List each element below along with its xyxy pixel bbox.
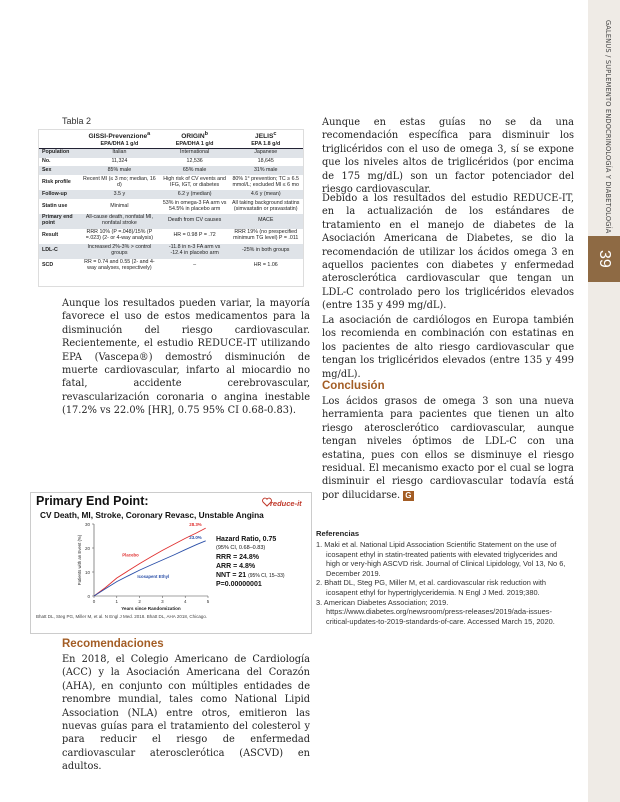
arr-value: ARR = 4.8% [216,563,256,570]
table-row [39,229,303,244]
table-cell: 31% male [228,166,303,175]
table-cell: 3.5 y [78,190,161,199]
table-cell: RRR 19% (no prespecified minimum TG level) P = .011 [233,229,299,242]
row-label: Follow-up [39,190,78,199]
table-cell: Death from CV causes [161,214,229,229]
recomendaciones-paragraph: En 2018, el Colegio Americano de Cardiología (ACC) y la Asociación Americana del Corazón (AHA), en conjunto con múltiples entidades de renombre mundial, tales como National Lipid Association (NLA) entre otros, emitieron las nuevas guías para el tratamiento del colesterol y para reducir el riesgo de enfermedad cardiovascular aterosclerótica (ASCVD) en adultos. [62,654,310,773]
table-cell: 18,645 [257,158,274,165]
chart-title: Primary End Point: [36,494,149,508]
column-header: ORIGIN$^b$ [181,131,209,141]
reference-item: 2. Bhatt DL, Steg PG, Miller M, et al. cardiovascular risk reduction with icosapent ethyl for hypertriglyceridemia. N Engl J Med. 2019;380. [316,578,547,597]
x-tick-label: 4 [183,599,187,604]
table-cell: HR = 1.06 [253,261,278,268]
table-row [39,259,303,274]
right-paragraph-2: Debido a los resultados del estudio REDUCE-IT, en la actualización de los estándares de tratamiento en el manejo de diabetes de la Asociación Americana de Diabetes, se dio la recomendación de utilizar los ácidos omega 3 en aquellos pacientes con diabetes y enfermedad aterosclerótica cardiovascular que tengan un LDL-C controlado pero los triglicéridos elevados (entre 135 y 499 mg/dL). [322,193,574,312]
row-label: Result [42,232,59,239]
recomendaciones-heading: Recomendaciones [62,638,164,650]
series-end-label: 23.0% [189,534,202,540]
column-header: GISSI-Prevenzione$^a$ [88,131,151,141]
table-row [39,244,303,259]
series-line-icosapent-ethyl [94,541,206,596]
row-label: Primary end point [39,214,78,229]
conclusion-paragraph: Los ácidos grasos de omega 3 son una nueva herramienta para pacientes que tienen un alto riesgo aterosclerótico cardiovascular, aunque tengan niveles óptimos de LDL-C con una estatina, pues con ellos se disminuye el riesgo residual. El mecanismo exacto por el cual se logra disminuir el riesgo cardiovascular todavía está por dilucidarse. G [322,396,574,501]
table-cell: 85% male [78,166,161,175]
reference-item: 1. Maki et al. National Lipid Association Scientific Statement on the use of icosapent ethyl in statin-treated patients with elevated triglycerides and high or very-high ASCVD risk. Journal of Clinical Lipidology, Vol 13, No 6, December 2019. [316,540,566,578]
table-cell: International [161,148,229,157]
table-corner [39,130,78,141]
hazard-ci: (95% CI, 0.68–0.83) [216,545,266,551]
row-label: Sex [39,166,78,175]
y-tick-label: 30 [84,521,90,527]
table-row [39,190,303,199]
reduce-it-logo: reduce-it [270,499,302,508]
table-cell: Minimal [110,202,129,209]
table-cell: -11.8 in n-3 FA arm vs -12.4 in placebo arm [161,244,229,259]
table-cell: 12,536 [186,158,203,165]
chart-footnote: Bhatt DL, Steg PG, Miller M, et al. N Engl J Med. 2018. Bhatt DL, AHA 2018, Chicago. [36,614,208,619]
table-cell: MACE [228,214,303,229]
nnt-value: NNT = 21 (95% CI, 15–33) [216,572,285,579]
table-row [39,148,303,157]
row-label: Population [39,148,78,157]
series-label: Icosapent Ethyl [137,574,170,579]
references-title: Referencias [316,529,360,538]
table-cell: All taking background statins (simvastatin or pravastatin) [232,199,300,212]
column-subheader: EPA/DHA 1 g/d [78,141,161,149]
row-label: SCD [42,261,54,268]
comparison-table [38,129,304,287]
table-cell: 6.2 y (median) [161,190,229,199]
end-mark-icon: G [405,490,412,500]
hazard-ratio: Hazard Ratio, 0.75 [216,536,277,543]
table-row [39,199,303,214]
table-cell: 4.6 y (mean) [228,190,303,199]
table-cell: Increased 2%-3% > control groups [78,244,161,259]
table-cell: -25% in both groups [228,244,303,259]
table-row [39,158,303,167]
table-row [39,214,303,229]
table-cell: 65% male [161,166,229,175]
y-tick-label: 0 [87,593,90,599]
x-axis-label: Years since Randomization [121,606,181,611]
chart-plot [30,520,310,614]
p-value: P=0.00000001 [216,581,262,588]
x-tick-label: 2 [138,599,141,604]
intro-paragraph: Aunque los resultados pueden variar, la mayoría favorece el uso de estos medicamentos para la disminución del riesgo cardiovascular. Recientemente, el estudio REDUCE-IT utilizando EPA (Vascepa®) demostró disminución de muerte cardiovascular, infarto al miocardio no fatal, accidente cerebrovascular, revascularización coronaria o angina inestable (17.2% vs 22.0% [HR], 0.75 95% CI 0.68-0.83). [62,298,310,417]
table-cell: Italian [78,148,161,157]
table-cell: RR = 0.74 and 0.55 (2- and 4-way analyses, respectively) [84,259,155,271]
y-tick-label: 20 [84,545,90,551]
y-axis-label: Patients with an Event (%) [77,534,82,586]
row-label: LDL-C [39,244,78,259]
x-tick-label: 5 [206,599,210,604]
running-header: GALENUS / SUPLEMENTO ENDOCRINOLOGÍA Y DIABETOLOGÍA [604,20,612,234]
column-subheader: EPA/DHA 1 g/d [161,141,229,149]
conclusion-heading: Conclusión [322,380,385,392]
row-label: Risk profile [42,178,71,185]
x-tick-label: 3 [161,599,164,604]
table-cell: Recent MI (≤ 3 mo; median, 16 d) [83,175,156,188]
table-cell: RRR 10% (P =.048)/15% (P =.023) (2- or 4-way analysis) [85,229,154,242]
x-tick-label: 1 [115,599,119,604]
row-label: No. [42,158,51,165]
row-label: Statin use [42,202,68,209]
right-paragraph-3: La asociación de cardiólogos en Europa también los recomienda en combinación con estatinas en los pacientes de alto riesgo cardiovascular que tengan los triglicéridos elevados (entre 135 y 499 mg/dL). [322,315,574,380]
table-cell: 53% in omega-3 FA arm vs 54.5% in placebo arm [162,199,227,212]
table-caption: Tabla 2 [62,116,92,126]
table-cell: High risk of CV events and IFG, IGT, or diabetes [163,175,226,188]
table-cell: – [193,261,197,268]
table [39,130,303,273]
reference-item: 3. American Diabetes Association; 2019. https://www.diabetes.org/newsroom/press-releases/2019/ada-issues-critical-updates-to-2019-standards-of-care. Accessed March 15, 2020. [316,597,555,626]
table-cell: Japanese [228,148,303,157]
table-row [39,166,303,175]
rrr-value: RRR = 24.8% [216,554,259,561]
column-subheader: EPA 1.8 g/d [228,141,303,149]
table-row [39,175,303,190]
chart-subtitle: CV Death, MI, Stroke, Coronary Revasc, Unstable Angina [40,510,264,520]
table-cell: 11,324 [111,158,128,165]
column-header: JELIS$^c$ [255,131,277,141]
x-tick-label: 0 [92,599,96,604]
table-cell: 80% 1° prevention; TC ≥ 6.5 mmol/L; excluded MI ≤ 6 mo [232,175,299,188]
right-paragraph-1: Aunque en estas guías no se da una recomendación específica para disminuir los triglicéridos con el uso de omega 3, sí se expone que los niveles altos de triglicéridos (por encima de 175 mg/dL) son un factor potenciador del riesgo cardiovascular. [322,117,574,196]
references-list [316,540,570,626]
series-label: Placebo [122,552,139,558]
page-number: 39 [596,250,613,268]
series-end-label: 28.3% [189,522,202,528]
table-cell: HR = 0.98 P = .72 [173,232,216,239]
table-cell: All-cause death, nonfatal MI, nonfatal stroke [78,214,161,229]
y-tick-label: 10 [84,569,90,575]
